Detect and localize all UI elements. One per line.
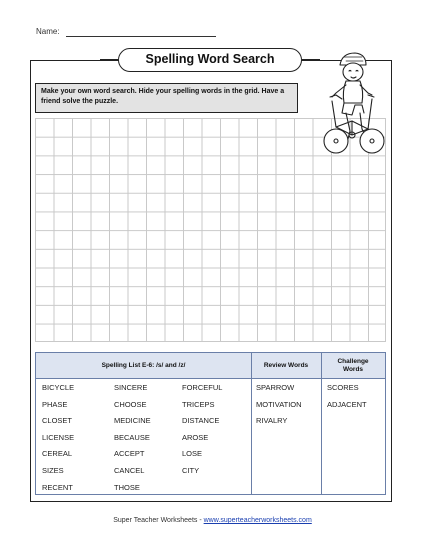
footer-brand: Super Teacher Worksheets -	[113, 517, 204, 524]
instructions-box: Make your own word search. Hide your spelling words in the grid. Have a friend solve the puzzle.	[35, 83, 298, 113]
name-label: Name:	[36, 27, 60, 36]
review-words-header: Review Words	[263, 361, 309, 369]
name-field-line[interactable]	[66, 36, 216, 37]
list-item: FORCEFUL	[182, 383, 223, 392]
footer-link[interactable]: www.superteacherworksheets.com	[203, 517, 312, 524]
list-item: BECAUSE	[114, 432, 150, 442]
list-item: LOSE	[182, 449, 203, 459]
list-item: MEDICINE	[114, 416, 151, 426]
table-header-row	[36, 353, 385, 379]
challenge-words-column	[327, 382, 367, 415]
spelling-column-1	[42, 382, 74, 498]
list-item: ACCEPT	[114, 449, 145, 459]
list-item: CLOSET	[42, 416, 73, 426]
list-item: TRICEPS	[182, 399, 215, 409]
cyclist-icon	[322, 47, 388, 163]
column-divider	[251, 353, 252, 494]
list-item: CEREAL	[42, 449, 73, 459]
list-item: CHOOSE	[114, 399, 147, 409]
spelling-column-2	[114, 382, 151, 498]
column-divider	[321, 353, 322, 494]
list-item: LICENSE	[42, 432, 75, 442]
list-item: DISTANCE	[182, 416, 220, 426]
list-item: RECENT	[42, 482, 73, 492]
review-words-column	[256, 382, 302, 432]
list-item: THOSE	[114, 482, 140, 492]
page-title: Spelling Word Search	[118, 48, 302, 72]
list-item: SINCERE	[114, 383, 148, 392]
list-item: SCORES	[327, 383, 359, 392]
list-item: MOTIVATION	[256, 399, 302, 409]
list-item: AROSE	[182, 432, 209, 442]
list-item: ADJACENT	[327, 399, 367, 409]
list-item: SIZES	[42, 465, 64, 475]
spelling-column-3	[182, 382, 222, 482]
challenge-words-header: Challenge Words	[337, 357, 369, 373]
list-item: CANCEL	[114, 465, 145, 475]
list-item: PHASE	[42, 399, 68, 409]
list-item: SPARROW	[256, 383, 295, 392]
title-rule-left	[100, 59, 118, 60]
page-footer	[0, 517, 425, 524]
spelling-word-table	[35, 352, 386, 495]
list-item: CITY	[182, 465, 200, 475]
spelling-list-header: Spelling List E-6: /s/ and /z/	[101, 361, 186, 369]
list-item: BICYCLE	[42, 383, 75, 392]
list-item: RIVALRY	[256, 416, 288, 426]
title-rule-right	[302, 59, 320, 60]
